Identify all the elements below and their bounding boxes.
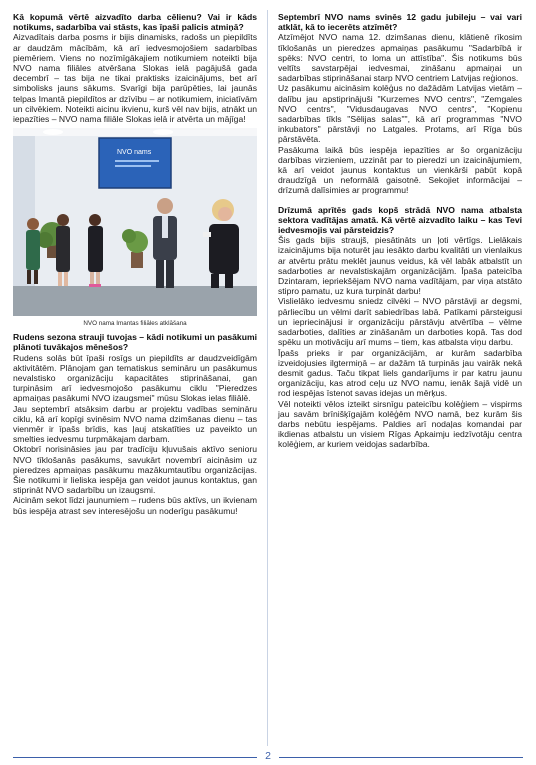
event-photo: [13, 128, 257, 316]
paragraph: Vislielāko iedvesmu sniedz cilvēki – NVO pārstāvji ar degsmi, pārliecību un vēlmi darīt sabiedrības labā. Patīkami pārsteigusi un iepriecinājusi ir organizāciju pārstāvju atvērtība – vēlme sadarboties, dalīties ar zināšanām un darboties kopā. Tas dod spēku un motivāciju arī mums – tiem, kas atbalsta viņu darbu.: [278, 296, 522, 348]
section-heading-autumn: Rudens sezona strauji tuvojas – kādi notikumi un pasākumi plānoti tuvākajos mēnešos?: [13, 332, 257, 353]
footer-rule-right: [279, 757, 523, 758]
paragraph: Oktobrī norisināsies jau par tradīciju kļuvušais aktīvo senioru NVO tīklošanās pasākums, savukārt novembrī aicināsim uz pieredzes apmaiņas pasākumu mazākumtautību organizācijas. Šie notikumi ir lieliska iespēja gan veidot jaunus kontaktus, gan stiprināt NVO sadarbību un izaugsmi.: [13, 444, 257, 496]
column-divider: [267, 10, 268, 746]
paragraph: Aizvadītais darba posms ir bijis dinamisks, radošs un piepildīts ar daudzām mācībām, kā arī iedvesmojošiem sadarbības piemēriem. Viens no nozīmīgākajiem notikumiem noteikti bija NVO nama filiāles atvēršana Slokas ielā pagājušā gada decembrī – tas bija ne tikai praktisks izaicinājums, bet arī simbolisks jauns sākums. Svarīgi bija parūpēties, lai jaunās telpas Imantā piepildītos ar dzīvību – ar notikumiem, iniciatīvām un cilvēkiem. Noteikti aicinu ikvienu, kurš vēl nav bijis, atnākt un iepazīties – NVO nama filiāle Slokas ielā ir atvērta un mājīga!: [13, 32, 257, 125]
paragraph: Pasākuma laikā būs iespēja iepazīties ar šo organizāciju darbības virzieniem, uzzināt par to pieredzi un izaicinājumiem, kā arī veidot jaunus kontaktus un vienkārši pabūt kopā draudzīgā un neformālā gaisotnē. Sekojiet informācijai – drīzumā dalīsimies ar programmu!: [278, 144, 522, 196]
footer-rule-left: [13, 757, 257, 758]
paragraph: Šis gads bijis straujš, piesātināts un ļoti vērtīgs. Lielākais izaicinājums bija noturēt jau iesākto darbu kvalitāti un vienlaikus ar atvērtu prātu meklēt jaunus veidus, kā vēl labāk atbalstīt un sadarboties ar nevalstiskajām organizācijām. Īpaša pateicība Dzintaram, iepriekšējam NVO nama vadītājam, par viņa atstāto stipro pamatu, uz kura turpināt darbu!: [278, 235, 522, 297]
paragraph: Jau septembrī atsāksim darbu ar projektu vadības semināru ciklu, kā arī kopīgi svinēsim NVO nama dzimšanas dienu – tas vienmēr ir īpašs brīdis, kas ļauj atskatīties uz paveikto un smelties iedvesmu turpmākajam darbam.: [13, 403, 257, 445]
section-heading-work-season: Kā kopumā vērtē aizvadīto darba cēlienu? Vai ir kāds notikums, sadarbība vai stāsts, kas īpaši palicis atmiņā?: [13, 12, 257, 33]
paragraph: Uz pasākumu aicināsim kolēģus no dažādām Latvijas vietām – dalību jau apstiprinājuši "Kurzemes NVO centrs", "Zemgales NVO centrs", "Vidusdaugavas NVO centrs", "Kopienu sadarbības tīkls "Sēlijas salas"", kā arī programmas "NVO inkubators" pārstāvji no Latgales. Protams, arī Rīga būs pārstāvēta.: [278, 83, 522, 145]
event-photo-illustration: [13, 128, 257, 316]
photo-caption: NVO nama Imantas filiāles atklāšana: [83, 320, 187, 328]
paragraph: Vēl noteikti vēlos izteikt sirsnīgu pateicību kolēģiem – vispirms jau savām brīnišķīgajām kolēģēm NVO namā, bez kurām šis darbs nebūtu iespējams. Paldies arī nodaļas komandai par ikdienas atbalstu un visiem Rīgas Apkaimju iedzīvotāju centra kolēģiem, ar kuriem veidojas sadarbība.: [278, 398, 522, 450]
paragraph: Īpašs prieks ir par organizācijām, ar kurām sadarbība izveidojusies ilgtermiņā – ar dažām tā turpinās jau vairāk nekā desmit gadus. Taču tikpat liels gandarījums ir par katru jaunu organizāciju, kas atrod ceļu uz NVO namu, ienāk šajā vidē un rod iespējas īstenot savas idejas un mērķus.: [278, 347, 522, 399]
section-heading-anniversary: Septembrī NVO nams svinēs 12 gadu jubileju – vai vari atklāt, kā to iecerēts atzīmēt?: [278, 12, 522, 33]
screen-text: NVO nams: [117, 149, 152, 157]
paragraph: Aicinām sekot līdzi jaunumiem – rudens būs aktīvs, un ikvienam būs iespēja atrast sev interesējošu un noderīgu pasākumu!: [13, 495, 257, 516]
left-column: [13, 12, 257, 516]
right-column: [278, 12, 522, 450]
section-heading-first-year: Drīzumā aprītēs gads kopš strādā NVO nama atbalsta sektora vadītājas amatā. Kā vērtē aizvadīto laiku – kas Tevi iedvesmojis vai pārsteidzis?: [278, 204, 522, 236]
paragraph: Rudens solās būt īpaši rosīgs un piepildīts ar daudzveidīgām aktivitātēm. Plānojam gan tematiskus semināru un pasākumus nevalstisko organizāciju kapacitātes stiprināšanai, gan turpināsim arī iedvesmojošo pasākumu ciklu "Pieredzes apmaiņas pasākumi NVO izaugsmei" mūsu Slokas ielas filiālē.: [13, 352, 257, 404]
page-footer: [0, 751, 536, 765]
page-number: 2: [265, 750, 271, 762]
paragraph: Atzīmējot NVO nama 12. dzimšanas dienu, klātienē rīkosim tīklošanās un pieredzes apmaiņas pasākumu "Sadarbībā ir spēks: NVO centri, to loma un attīstība". Šis notikums būs veltīts savstarpējai iedvesmai, zināšanu apmaiņai un sadarbības stiprināšanai starp NVO centriem Latvijas reģionos.: [278, 32, 522, 84]
